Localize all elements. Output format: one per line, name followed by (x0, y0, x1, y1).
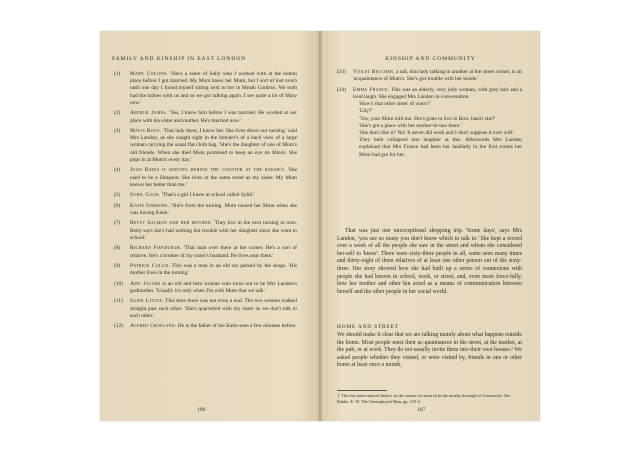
entry-name: Katie Simmons. (130, 202, 170, 209)
footnote-rule (337, 390, 387, 391)
entry-list (114, 71, 297, 334)
entry-name: Amy Jacobs (130, 280, 161, 287)
open-book (100, 31, 540, 421)
entry (114, 71, 297, 107)
entry-text: 'They live in the next turning to ours. Betty says she's had nothing but trouble with her daughter since she went to school.' (130, 220, 298, 241)
entry-number: (4) (114, 167, 121, 174)
entry-number: (3) (114, 128, 121, 135)
entry-number: (10) (114, 280, 123, 287)
running-head: FAMILY AND KINSHIP IN EAST LONDON (112, 56, 247, 62)
entry-number: (12) (114, 323, 123, 330)
entry-name: Richard Fienburgh. (130, 245, 182, 252)
running-head: KINSHIP AND COMMUNITY (385, 56, 476, 62)
entry-text: 'She used to be a Simpson. She lives in the same street as my sister. My Mum knows her better than me.' (130, 167, 298, 188)
entry-text: This time there was not even a nod. The two women walked straight past each other. 'She's quarrelled with my sister so we don't talk to each other.' (130, 298, 298, 319)
entry-number: (11) (114, 298, 123, 305)
section-heading: HOME AND STREET (337, 324, 399, 330)
entry-number: (7) (114, 220, 121, 227)
body-paragraph: That was just one unexceptional shopping trip. 'Some days', says Mrs Landon, 'you see so many you don't know which to talk to.' She kept a record over a week of all the people she saw in the street and whom she considered her-self to 'know'. There were sixty-three people in all, some seen many times and thirty-eight of them relatives of at least one other person out of the sixty-three. Her story showed how she had built up a series of connexions with people she had known in school, work, or street, and, even more force-fully, how her mother and other kin acted as a means of communication between herself and the other people in her social world. (337, 228, 522, 295)
entry-number: (2) (114, 110, 121, 117)
entry-number: (23) (337, 69, 346, 75)
dialogue-line: 'She don't like it? No! It never did work and I don't suppose it ever will.' (359, 129, 515, 136)
entry (114, 128, 297, 164)
entry (337, 69, 522, 83)
left-page (100, 31, 319, 421)
entry-text: a tall, thin lady talking to another at the street corner, is an 'acquaintance of Mum's. She's got trouble with her inside.' (353, 69, 522, 83)
entry-name: Mavis Boot. (130, 128, 162, 135)
entry-text: is an old and bent woman who turns out to be Mrs Landon's godmother. 'Usually it's only when I'm with Mum that we talk.' (130, 280, 297, 294)
entry-name: Joan Bates is serving behind the counter at the baker's. (130, 167, 286, 174)
body-paragraph: We should make it clear that we are talking mainly about what happens outside the home. Most people meet their ac-quaintances in the street, at the market, at the pub, or at work. They do not usually invite them into their own houses.¹ We asked people whether they visited, or were visited by, friends in one or other home at least once a month, (337, 332, 522, 369)
footnote: 1. This has been noticed before, in the course of research in the nearby borough of Greenwich. See Bakke, E. W. The Unemployed Man, pp. 153-4. (337, 393, 511, 404)
entry-text: 'That's a girl I knew at school called Sybil.' (160, 192, 255, 199)
entry-text: He is the father of the Katie seen a few minutes before. (176, 323, 297, 330)
entry-number: (8) (114, 245, 121, 252)
entry-text: 'That lady there, I know her. She lives down our turning,' said Mrs Landon, as she caught sight in the butcher's of a back view of a large woman carrying the usual flat cloth bag. 'She's the daughter of one of Mum's old friends. When she died Mum promised to keep an eye on Mavis. She pops in at Mum's every day.' (130, 128, 297, 163)
dialogue-line: 'Lily?' (359, 108, 373, 115)
entry-name: Alfred Crosland. (130, 323, 177, 330)
dialogue-line: 'How's that other sister of yours?' (359, 101, 431, 108)
entry (114, 220, 297, 242)
entry-number: (1) (114, 71, 121, 77)
entry (114, 192, 297, 199)
entry-number: (9) (114, 263, 121, 270)
entry (114, 298, 297, 320)
entry (114, 110, 297, 124)
entry-text: 'She's a sister of Sally who I worked with at the button place before I got married. My Mum knew her Mum, but I sort of lost touch until one day I found myself sitting next to her in Meath Gardens. We both had the babies with us and so we got talking again. I see quite a lot of Mary now.' (130, 71, 297, 106)
dialogue-line: 'She's got a place with her mother-in-law there.' (359, 122, 462, 129)
entry-text: 'She's from the turning. Mum nursed her Mum when she was having Katie.' (130, 202, 297, 216)
entry-list (337, 69, 522, 162)
entry-name: Betty Salmon and her mother. (130, 220, 212, 227)
entry-number: (6) (114, 202, 121, 209)
entry-name: Sadie Little. (130, 298, 164, 305)
page-number: 106 (197, 407, 206, 413)
entry (114, 263, 297, 277)
entry (114, 167, 297, 189)
entry-name: Emma France. (353, 86, 390, 93)
entry-name: Arthur James. (130, 110, 168, 117)
entry-text: This was an elderly, very jolly woman, with grey hair and a loud laugh. She engaged Mrs Landon in conversation. (353, 86, 522, 100)
dialogue-line: They both collapsed into laughter at this. Afterwards Mrs Landon explained that Mrs France had been her landlady in the first rooms her Mum had got for her. (359, 137, 522, 158)
page-number: 107 (417, 407, 426, 413)
entry (114, 281, 297, 295)
entry-name: Sybil Cook. (130, 192, 161, 199)
entry (114, 203, 297, 217)
entry-text: 'That man over there at the corner. He's a sort of relative. He's a brother of my sister's husband. He lives near them.' (130, 245, 297, 259)
entry-name: Patrick Collis. (130, 263, 171, 270)
entry-name: Violet Belcher, (353, 69, 395, 75)
entry-text: This was a man in an old car parked by the shops. 'His mother lives in the turning.' (130, 263, 297, 277)
entry (114, 323, 297, 330)
right-page (321, 31, 540, 421)
dialogue-line: 'Yes, your Mum told me. She's gone to live in Bow, hasn't she?' (359, 115, 496, 122)
entry (114, 245, 297, 259)
entry (337, 87, 522, 159)
entry-number: (24) (337, 86, 346, 93)
entry-text: 'Yes, I knew him before I was married. He worked at our place with his sister and mother. He's married now.' (130, 110, 297, 124)
entry-number: (5) (114, 192, 121, 199)
entry-name: Mary Collins. (130, 71, 169, 77)
